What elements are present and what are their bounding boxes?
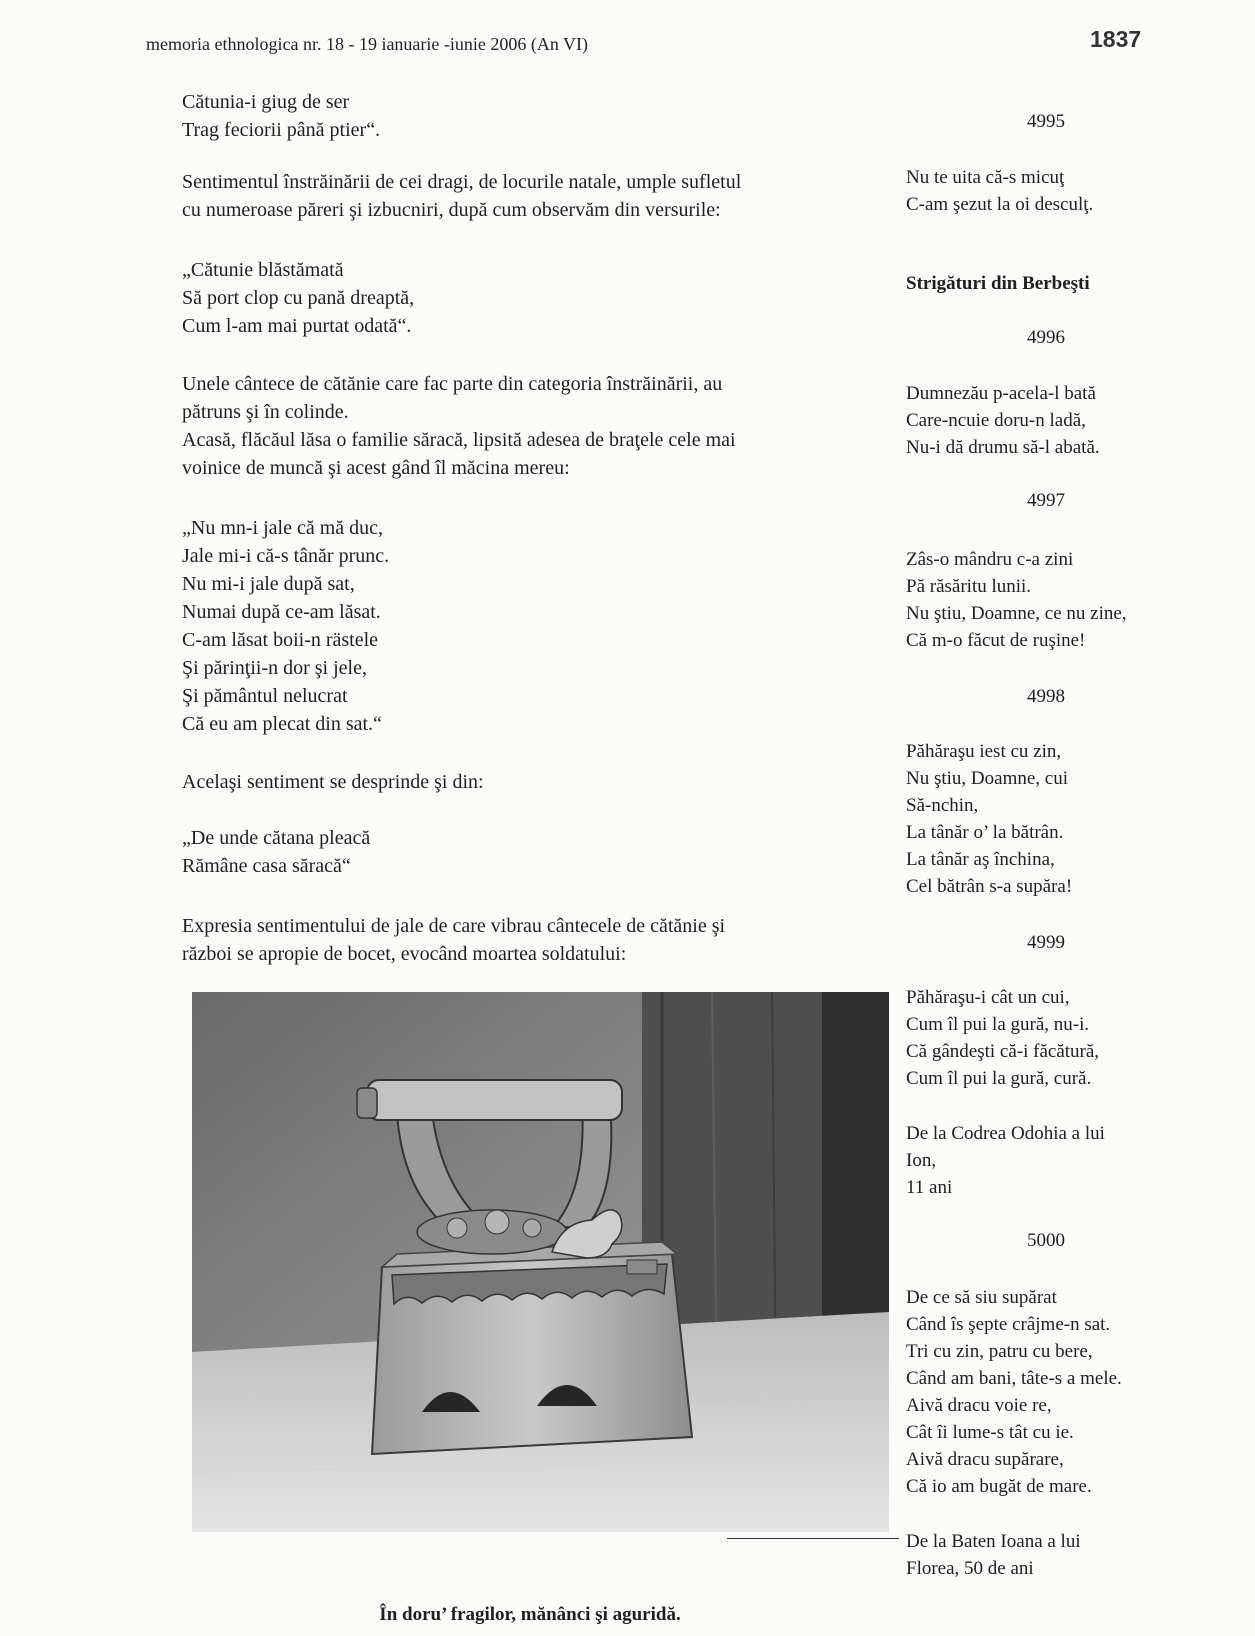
verse-line: Când am bani, tâte-s a mele.: [906, 1368, 1122, 1389]
verse-line: Păhăraşu iest cu zin,: [906, 741, 1062, 762]
verse-line: Aivă dracu voie re,: [906, 1395, 1052, 1416]
verse-line: Nu ştiu, Doamne, cui: [906, 768, 1069, 789]
section-heading: Strigături din Berbeşti: [906, 273, 1090, 294]
verse-line: C-am lăsat boii-n rästele: [182, 629, 379, 651]
verse-line: De ce să siu supărat: [906, 1287, 1057, 1308]
verse-line: „Cătunie blăstămată: [182, 259, 344, 281]
verse-line: Nu te uita că-s micuţ: [906, 167, 1065, 188]
verse-line: Pă răsăritu lunii.: [906, 576, 1032, 597]
paragraph-1: [182, 168, 882, 224]
verse-4996: [906, 380, 1206, 461]
verse-line: Aivă dracu supărare,: [906, 1449, 1064, 1470]
antique-iron-photo: [192, 992, 889, 1532]
verse-line: Jale mi-i că-s tânăr prunc.: [182, 545, 390, 567]
text-line: război se apropie de bocet, evocând moartea soldatului:: [182, 943, 627, 965]
verse-line: Nu ştiu, Doamne, ce nu zine,: [906, 603, 1127, 624]
source-credit-2: [906, 1528, 1206, 1582]
entry-number-4997: 4997: [1027, 490, 1065, 511]
text-line: De la Codrea Odohia a lui: [906, 1123, 1105, 1144]
verse-block-3: [182, 514, 882, 738]
verse-4997: [906, 546, 1206, 654]
source-credit-1: [906, 1120, 1206, 1201]
verse-line: La tânăr o’ la bătrân.: [906, 822, 1064, 843]
verse-line: Nu mi-i jale după sat,: [182, 573, 355, 595]
entry-number-4995: 4995: [1027, 111, 1065, 132]
photo-caption: În doru’ fragilor, mănânci şi aguridă.: [379, 1604, 681, 1625]
verse-line: Când îs şepte crâjme-n sat.: [906, 1314, 1111, 1335]
verse-5000: [906, 1284, 1206, 1500]
verse-line: Să-nchin,: [906, 795, 979, 816]
verse-line: „Nu mn-i jale că mă duc,: [182, 517, 384, 539]
text-line: cu numeroase păreri şi izbucniri, după cum observăm din versurile:: [182, 199, 721, 221]
verse-line: Să port clop cu pană dreaptă,: [182, 287, 415, 309]
verse-line: Rămâne casa săracă“: [182, 855, 351, 877]
entry-number-4998: 4998: [1027, 686, 1065, 707]
verse-block-1: [182, 88, 882, 144]
text-line: Expresia sentimentului de jale de care vibrau cântecele de cătănie şi: [182, 915, 726, 937]
verse-line: Cătunia-i giug de ser: [182, 91, 350, 113]
verse-line: Tri cu zin, patru cu bere,: [906, 1341, 1093, 1362]
verse-line: Că gândeşti că-i făcătură,: [906, 1041, 1100, 1062]
verse-line: Care-ncuie doru-n ladă,: [906, 410, 1086, 431]
paragraph-2: [182, 370, 882, 482]
paragraph-4: [182, 912, 882, 968]
verse-line: Cât îi lume-s tât cu ie.: [906, 1422, 1074, 1443]
text-line: pătruns şi în colinde.: [182, 401, 349, 423]
verse-line: Că eu am plecat din sat.“: [182, 713, 382, 735]
verse-line: Cum îl pui la gură, nu-i.: [906, 1014, 1090, 1035]
verse-line: Cum l-am mai purtat odată“.: [182, 315, 412, 337]
verse-line: Cel bătrân s-a supăra!: [906, 876, 1073, 897]
verse-line: Şi părinţii-n dor şi jele,: [182, 657, 367, 679]
journal-header: memoria ethnologica nr. 18 - 19 ianuarie -iunie 2006 (An VI): [146, 34, 589, 54]
text-line: Acelaşi sentiment se desprinde şi din:: [182, 771, 484, 793]
text-line: voinice de muncă şi acest gând îl măcina mereu:: [182, 457, 570, 479]
text-line: Unele cântece de cătănie care fac parte din categoria înstrăinării, au: [182, 373, 723, 395]
verse-4999: [906, 984, 1206, 1092]
verse-line: C-am şezut la oi desculţ.: [906, 194, 1094, 215]
entry-number-5000: 5000: [1027, 1230, 1065, 1251]
page-number: 1837: [1090, 26, 1142, 52]
text-line: 11 ani: [906, 1177, 953, 1198]
verse-line: Cum îl pui la gură, cură.: [906, 1068, 1092, 1089]
verse-block-2: [182, 256, 882, 340]
verse-line: Zâs-o mândru c-a zini: [906, 549, 1074, 570]
text-line: Florea, 50 de ani: [906, 1558, 1034, 1579]
verse-line: Numai după ce-am lăsat.: [182, 601, 381, 623]
verse-4998: [906, 738, 1206, 900]
verse-line: Că io am bugăt de mare.: [906, 1476, 1092, 1497]
text-line: Ion,: [906, 1150, 937, 1171]
verse-line: La tânăr aş închina,: [906, 849, 1055, 870]
verse-4995: [906, 164, 1206, 218]
entry-number-4999: 4999: [1027, 932, 1065, 953]
verse-line: „De unde cătana pleacă: [182, 827, 371, 849]
paragraph-3: [182, 768, 882, 796]
verse-line: Dumnezău p-acela-l bată: [906, 383, 1096, 404]
verse-line: Trag feciorii până ptier“.: [182, 119, 381, 141]
text-line: Acasă, flăcăul lăsa o familie săracă, lipsită adesea de braţele cele mai: [182, 429, 736, 451]
verse-line: Şi pământul nelucrat: [182, 685, 348, 707]
entry-number-4996: 4996: [1027, 327, 1065, 348]
verse-line: Păhăraşu-i cât un cui,: [906, 987, 1070, 1008]
divider-line: [727, 1538, 899, 1539]
verse-line: Că m-o făcut de ruşine!: [906, 630, 1086, 651]
text-line: Sentimentul înstrăinării de cei dragi, de locurile natale, umple sufletul: [182, 171, 742, 193]
text-line: De la Baten Ioana a lui: [906, 1531, 1081, 1552]
verse-block-4: [182, 824, 882, 880]
verse-line: Nu-i dă drumu să-l abată.: [906, 437, 1100, 458]
